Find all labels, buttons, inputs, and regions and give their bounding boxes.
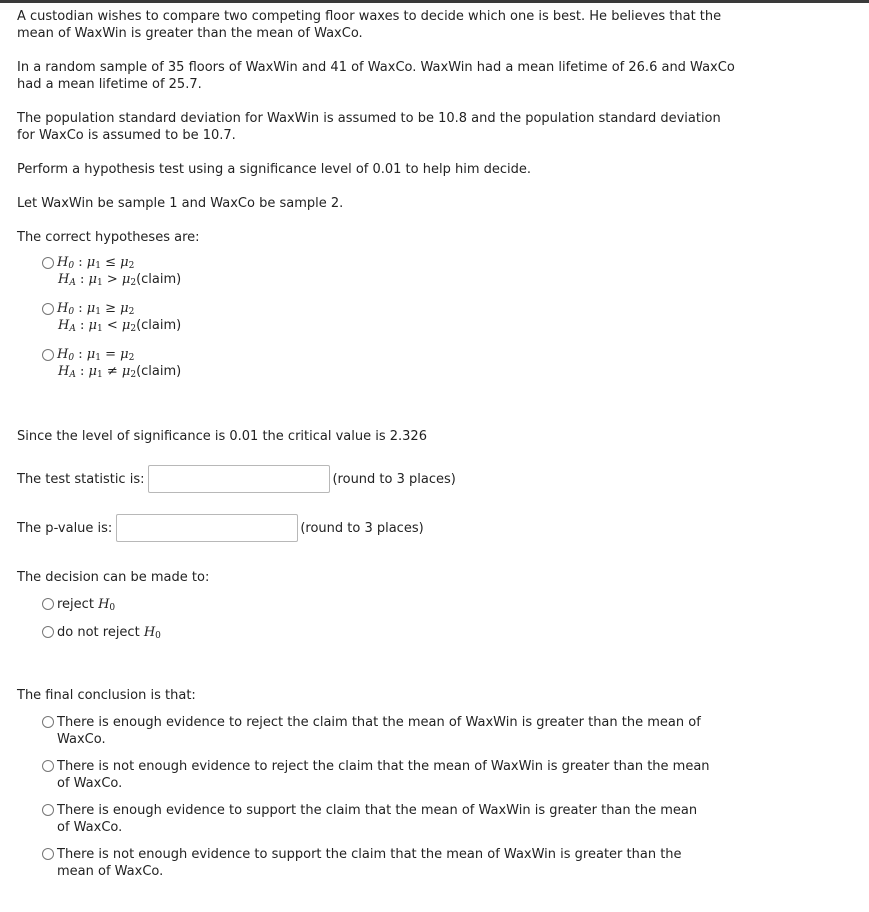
decision-label: reject (57, 596, 94, 612)
hypothesis-option-2[interactable]: $H_0$ : $\mu_1 \ge \mu_2$ $H_A$ : $\mu_1 < \mu_2$ (claim) (42, 300, 737, 334)
conclusion-radio-3[interactable] (42, 804, 54, 816)
decision-options (17, 595, 737, 641)
hypothesis-option-3[interactable]: $H_0$ : $\mu_1 = \mu_2$ $H_A$ : $\mu_1 \ne \mu_2$ (claim) (42, 346, 737, 380)
samples-note: Let WaxWin be sample 1 and WaxCo be sample 2. (17, 196, 344, 211)
hypothesis-option-1[interactable]: $H_0$ : $\mu_1 \le \mu_2$ $H_A$ : $\mu_1 > \mu_2$ (claim) (42, 254, 737, 288)
decision-option-reject[interactable]: reject $H_0$ (42, 595, 737, 613)
hypothesis-radio-2[interactable] (42, 303, 54, 315)
hypothesis-radio-3[interactable] (42, 349, 54, 361)
conclusion-option-1[interactable] (42, 714, 737, 748)
ha-operator: < (106, 318, 118, 333)
decision-option-do-not-reject[interactable]: do not reject $H_0$ (42, 623, 737, 641)
conclusion-heading: The final conclusion is that: (17, 688, 196, 703)
conclusion-text-2: There is not enough evidence to reject the claim that the mean of WaxWin is greater than the mean of WaxCo. (57, 759, 710, 791)
conclusion-text-4: There is not enough evidence to support the claim that the mean of WaxWin is greater than the mean of WaxCo. (57, 847, 682, 879)
decision-radio-do-not-reject[interactable] (42, 626, 54, 638)
h0-operator: ≤ (105, 255, 116, 270)
h0-operator: ≥ (105, 301, 116, 316)
claim-label: (claim) (136, 272, 182, 287)
conclusion-text-3: There is enough evidence to support the claim that the mean of WaxWin is greater than the mean of WaxCo. (57, 803, 698, 835)
problem-population: The population standard deviation for WaxWin is assumed to be 10.8 and the population standard deviation for WaxCo is assumed to be 10.7. (17, 111, 721, 143)
decision-heading: The decision can be made to: (17, 570, 210, 585)
p-value-label: The p-value is: (17, 520, 113, 536)
test-statistic-input[interactable] (148, 465, 330, 493)
hypothesis-radio-1[interactable] (42, 257, 54, 269)
question-content (17, 8, 737, 890)
claim-label: (claim) (136, 318, 182, 333)
test-statistic-hint: (round to 3 places) (332, 471, 456, 487)
conclusion-options (17, 714, 737, 880)
decision-radio-reject[interactable] (42, 598, 54, 610)
claim-label: (claim) (136, 364, 182, 379)
hypotheses-heading: The correct hypotheses are: (17, 230, 200, 245)
problem-intro: A custodian wishes to compare two competing floor waxes to decide which one is best. He believes that the mean of WaxWin is greater than the mean of WaxCo. (17, 9, 722, 41)
conclusion-text-1: There is enough evidence to reject the claim that the mean of WaxWin is greater than the mean of WaxCo. (57, 715, 701, 747)
test-statistic-label: The test statistic is: (17, 471, 145, 487)
top-border (0, 0, 869, 3)
p-value-input[interactable] (116, 514, 298, 542)
problem-sample: In a random sample of 35 floors of WaxWin and 41 of WaxCo. WaxWin had a mean lifetime of 26.6 and WaxCo had a mean lifetime of 25.7. (17, 60, 735, 92)
critical-value-text: Since the level of significance is 0.01 the critical value is 2.326 (17, 429, 427, 444)
p-value-hint: (round to 3 places) (300, 520, 424, 536)
conclusion-radio-4[interactable] (42, 848, 54, 860)
conclusion-option-2[interactable] (42, 758, 737, 792)
p-value-row (17, 513, 737, 543)
decision-label: do not reject (57, 624, 140, 640)
problem-instruction: Perform a hypothesis test using a significance level of 0.01 to help him decide. (17, 162, 532, 177)
conclusion-option-4[interactable] (42, 846, 737, 880)
ha-operator: ≠ (106, 364, 118, 379)
h0-operator: = (105, 347, 116, 362)
conclusion-radio-2[interactable] (42, 760, 54, 772)
test-statistic-row (17, 464, 737, 494)
conclusion-radio-1[interactable] (42, 716, 54, 728)
ha-operator: > (106, 272, 118, 287)
conclusion-option-3[interactable] (42, 802, 737, 836)
